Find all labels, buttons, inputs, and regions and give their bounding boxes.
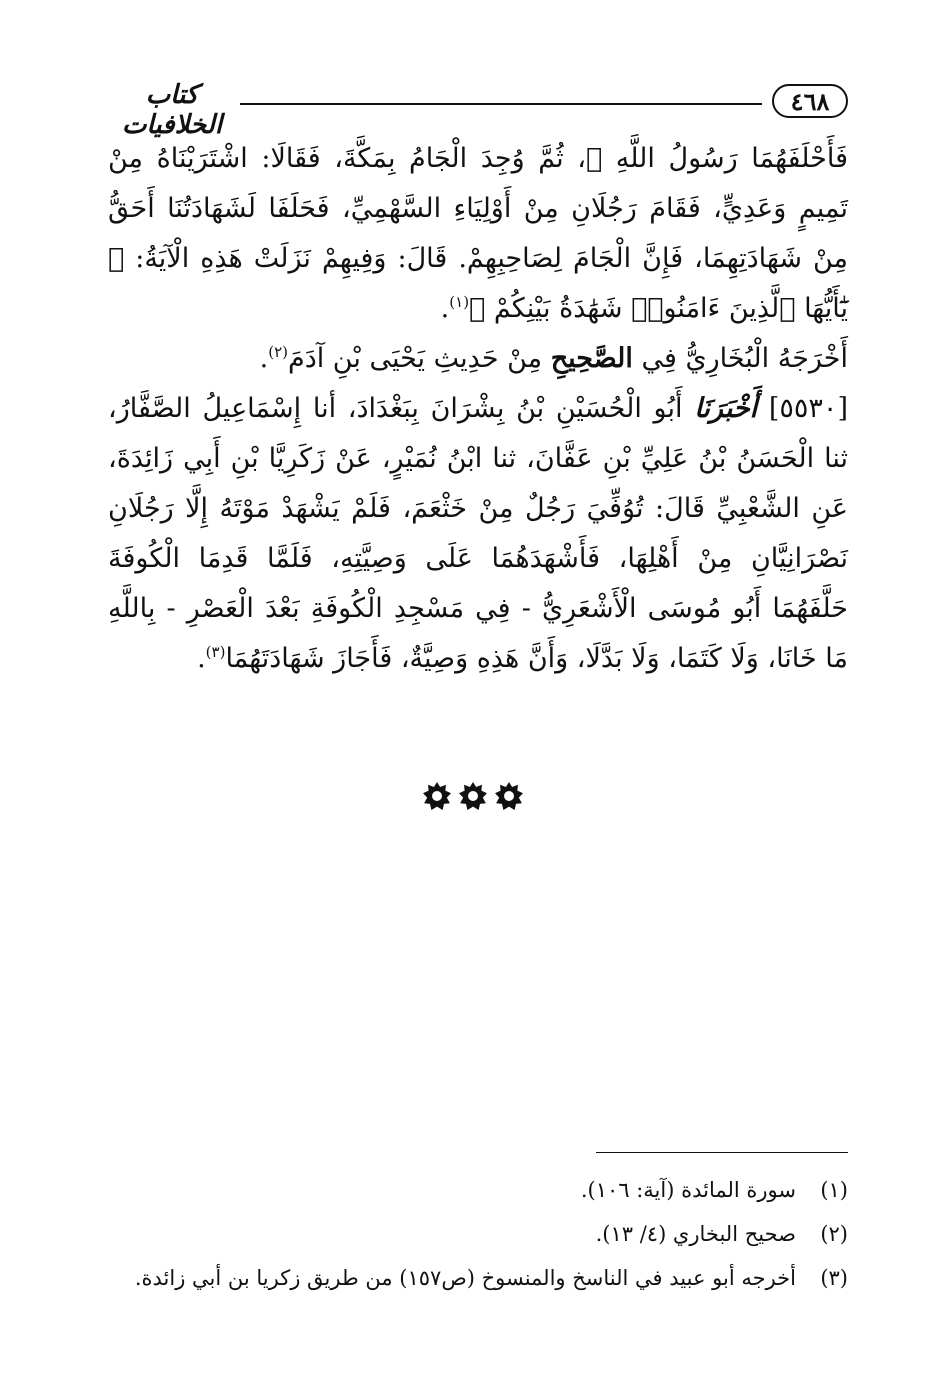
paragraph-3 <box>108 384 848 684</box>
paragraph-2-end: . <box>259 343 269 374</box>
footnote-number: (١) <box>820 1178 848 1202</box>
flower-ornament-icon <box>495 782 523 810</box>
footnote-item <box>108 1256 848 1300</box>
paragraph-1-text: فَأَحْلَفَهُمَا رَسُولُ اللَّهِ ﷺ، ثُمَّ وُجِدَ الْجَامُ بِمَكَّةَ، فَقَالَا: اشْتَرَيْنَاهُ مِنْ تَمِيمٍ وَعَدِيٍّ، فَقَامَ رَجُلَانِ مِنْ أَوْلِيَاءِ السَّهْمِيِّ، فَحَلَفَا لَشَهَادَتُنَا أَحَقُّ مِنْ شَهَادَتِهِمَا، فَإِنَّ الْجَامَ لِصَاحِبِهِمْ. قَالَ: وَفِيهِمْ نَزَلَتْ هَذِهِ الْآيَةُ: ﴿ يَٰٓأَيُّهَا ٱلَّذِينَ ءَامَنُوا۟ شَهَٰدَةُ بَيْنِكُمْ ﴾ <box>108 143 848 324</box>
footnote-item <box>108 1168 848 1212</box>
footnote-text: سورة المائدة (آية: ١٠٦). <box>580 1178 796 1202</box>
footnote-ref-2: (٢) <box>268 343 288 361</box>
paragraph-1 <box>108 134 848 334</box>
hadith-number: [٥٥٣٠] <box>768 393 848 424</box>
akhbarana-word: أَخْبَرَنَا <box>694 393 758 424</box>
header-rule <box>240 103 762 105</box>
paragraph-2 <box>108 334 848 384</box>
book-title: كتاب الخلافيات <box>121 80 223 140</box>
paragraph-2-text-a: أَخْرَجَهُ الْبُخَارِيُّ فِي <box>632 343 848 374</box>
page-header <box>108 78 848 140</box>
footnote-ref-3: (٣) <box>205 643 226 661</box>
paragraph-3-end: . <box>197 643 206 674</box>
footnote-separator <box>596 1152 848 1153</box>
main-text <box>108 134 848 684</box>
section-end-ornament <box>0 782 946 810</box>
flower-ornament-icon <box>459 782 487 810</box>
footnotes <box>108 1168 848 1300</box>
flower-ornament-icon <box>423 782 451 810</box>
footnote-number: (٣) <box>820 1266 848 1290</box>
footnote-ref-1: (١) <box>449 293 470 311</box>
footnote-item <box>108 1212 848 1256</box>
paragraph-3-text: أَبُو الْحُسَيْنِ بْنُ بِشْرَانَ بِبَغْدَادَ، أنا إِسْمَاعِيلُ الصَّفَّارُ، ثنا الْحَسَنُ بْنُ عَلِيِّ بْنِ عَفَّانَ، ثنا ابْنُ نُمَيْرٍ، عَنْ زَكَرِيَّا بْنِ أَبِي زَائِدَةَ، عَنِ الشَّعْبِيِّ قَالَ: تُوُفِّيَ رَجُلٌ مِنْ خَثْعَمَ، فَلَمْ يَشْهَدْ مَوْتَهُ إِلَّا رَجُلَانِ نَصْرَانِيَّانِ مِنْ أَهْلِهَا، فَأَشْهَدَهُمَا عَلَى وَصِيَّتِهِ، فَلَمَّا قَدِمَا الْكُوفَةَ حَلَّفَهُمَا أَبُو مُوسَى الْأَشْعَرِيُّ - فِي مَسْجِدِ الْكُوفَةِ بَعْدَ الْعَصْرِ - بِاللَّهِ مَا خَانَا، وَلَا كَتَمَا، وَلَا بَدَّلَا، وَأَنَّ هَذِهِ وَصِيَّةٌ، فَأَجَازَ شَهَادَتَهُمَا <box>108 393 848 674</box>
footnote-text: صحيح البخاري (٤/ ١٣). <box>595 1222 796 1246</box>
paragraph-2-text-b: مِنْ حَدِيثِ يَحْيَى بْنِ آدَمَ <box>287 343 551 374</box>
footnote-number: (٢) <box>820 1222 848 1246</box>
sahih-title: الصَّحِيحِ <box>550 343 633 374</box>
footnote-text: أخرجه أبو عبيد في الناسخ والمنسوخ (ص١٥٧) من طريق زكريا بن أبي زائدة. <box>134 1266 796 1290</box>
page-number: ٤٦٨ <box>772 84 848 118</box>
paragraph-1-end: . <box>440 293 450 324</box>
